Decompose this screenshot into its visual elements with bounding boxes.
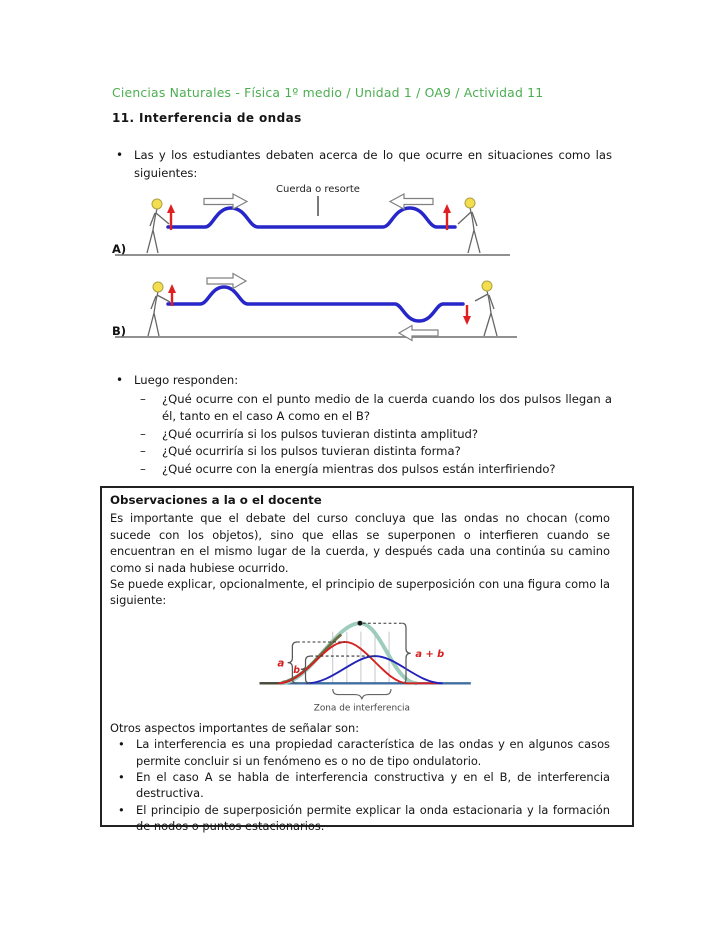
aspect-item: • En el caso A se habla de interferencia constructiva y en el B, de interferencia destructiva. <box>110 769 610 802</box>
page-title: 11. Interferencia de ondas <box>112 111 302 125</box>
question-item: – ¿Qué ocurre con el punto medio de la cuerda cuando los dos pulsos llegan a él, tanto en el caso A como en el B? <box>112 391 612 426</box>
amplitude-b-label: b <box>293 664 301 676</box>
question-item: – ¿Qué ocurriría si los pulsos tuvieran distinta forma? <box>112 443 612 461</box>
amplitude-a-label: a <box>277 657 285 670</box>
interference-zone-label: Zona de interferencia <box>313 703 410 714</box>
superposition-figure-svg <box>250 611 485 719</box>
diagram-a-label: A) <box>112 242 127 256</box>
rope-a <box>168 208 455 227</box>
superposition-figure <box>250 611 485 719</box>
question-item: – ¿Qué ocurriría si los pulsos tuvieran distinta amplitud? <box>112 426 612 444</box>
aspect-item: • La interferencia es una propiedad característica de las ondas y en algunos casos permite concluir si un fenómeno es o no de tipo ondulatorio. <box>110 736 610 769</box>
hand-down-arrow-right-icon <box>463 305 471 325</box>
questions-list <box>112 391 612 479</box>
person-right <box>475 291 497 336</box>
aspect-item: • El principio de superposición permite explicar la onda estacionaria y la formación de nodos o puntos estacionarios. <box>110 802 610 835</box>
person-left <box>148 292 170 336</box>
questions-lead: • Luego responden: <box>112 372 612 390</box>
person-right <box>458 208 480 253</box>
teacher-notes-box <box>100 486 634 834</box>
amplitude-sum-label: a + b <box>415 648 445 660</box>
person-left-head <box>153 282 163 292</box>
interference-zone-brace <box>333 689 391 699</box>
aspects-lead: Otros aspectos importantes de señalar son: <box>110 720 360 735</box>
intro-paragraph <box>112 146 612 182</box>
person-left-head <box>152 199 162 209</box>
person-left <box>147 209 169 253</box>
pulse-direction-right-icon <box>204 194 247 209</box>
person-right-head <box>465 198 475 208</box>
person-right-head <box>482 281 492 291</box>
aspects-list <box>110 736 610 834</box>
resultant-peak-dot <box>358 621 363 626</box>
diagram-b-label: B) <box>112 324 127 338</box>
amplitude-braces <box>288 623 411 683</box>
questions-section <box>112 372 612 478</box>
wave-diagram-a <box>105 182 515 262</box>
teacher-notes-paragraph: Se puede explicar, opcionalmente, el principio de superposición con una figura como la siguiente: <box>110 577 610 608</box>
wave-diagram-b <box>105 268 520 350</box>
teacher-notes-title: Observaciones a la o el docente <box>110 493 322 507</box>
teacher-notes-paragraph: Es importante que el debate del curso concluya que las ondas no chocan (como sucede con los objetos), sino que ellas se superponen o interfieren cuando se encuentran en el mismo lugar de la cuerda, y después cada una continúa su camino como si nada hubiese ocurrido. <box>110 511 610 575</box>
rope-label: Cuerda o resorte <box>276 184 360 195</box>
breadcrumb: Ciencias Naturales - Física 1º medio / Unidad 1 / OA9 / Actividad 11 <box>112 85 544 100</box>
pulse-direction-left-icon <box>399 326 438 341</box>
intro-text: Las y los estudiantes debaten acerca de lo que ocurre en situaciones como las siguientes: <box>134 148 612 180</box>
question-item: – ¿Qué ocurre con la energía mientras dos pulsos están interfiriendo? <box>112 461 612 479</box>
rope-b <box>168 287 463 321</box>
